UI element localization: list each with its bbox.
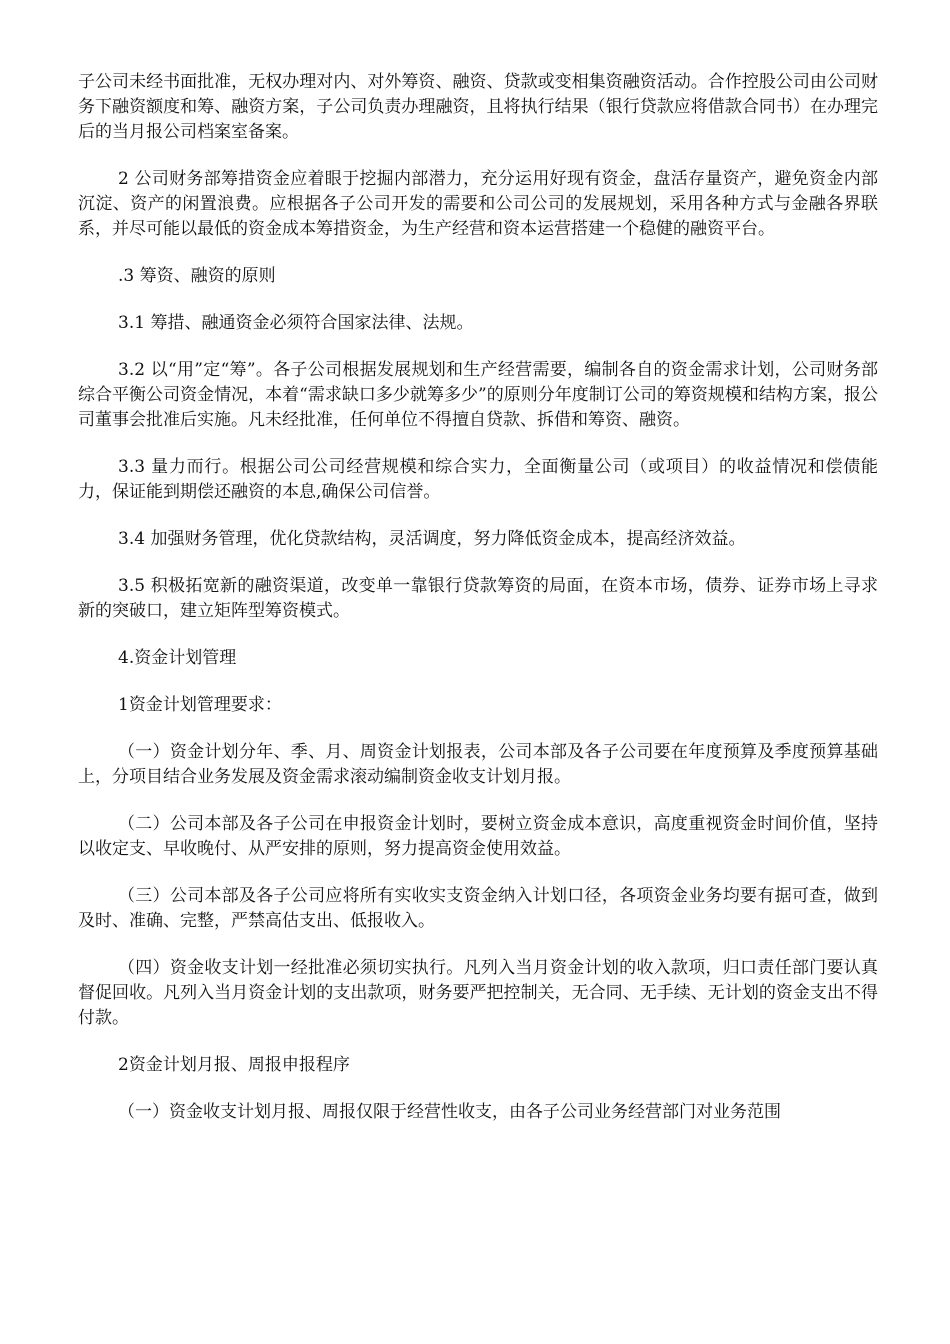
paragraph-principle-3-3: 3.3 量力而行。根据公司公司经营规模和综合实力，全面衡量公司（或项目）的收益情况和偿债能力，保证能到期偿还融资的本息,确保公司信誉。: [78, 457, 878, 502]
paragraph-requirement-2: （二）公司本部及各子公司在申报资金计划时，要树立资金成本意识，高度重视资金时间价值，坚持以收定支、早收晚付、从严安排的原则，努力提高资金使用效益。: [78, 814, 878, 859]
section-heading-financing-principles: .3 筹资、融资的原则: [118, 266, 276, 286]
paragraph-fund-raising-potential: 2 公司财务部筹措资金应着眼于挖掘内部潜力，充分运用好现有资金，盘活存量资产，避免资金内部沉淀、资产的闲置浪费。应根据各子公司开发的需要和公司公司的发展规划，采用各种方式与金融各界联系，并尽可能以最低的资金成本筹措资金，为生产经营和资本运营搭建一个稳健的融资平台。: [78, 169, 878, 239]
paragraph-requirement-3: （三）公司本部及各子公司应将所有实收实支资金纳入计划口径，各项资金业务均要有据可查，做到及时、准确、完整，严禁高估支出、低报收入。: [78, 886, 878, 931]
document-page: [78, 70, 878, 1147]
paragraph-principle-3-1: 3.1 筹措、融通资金必须符合国家法律、法规。: [118, 313, 474, 333]
paragraph-principle-3-4: 3.4 加强财务管理，优化贷款结构，灵活调度，努力降低资金成本，提高经济效益。: [118, 529, 746, 549]
subheading-fund-plan-requirements: 1资金计划管理要求：: [118, 695, 282, 715]
paragraph-requirement-1: （一）资金计划分年、季、月、周资金计划报表，公司本部及各子公司要在年度预算及季度预算基础上，分项目结合业务发展及资金需求滚动编制资金收支计划月报。: [78, 742, 878, 787]
paragraph-procedure-1: （一）资金收支计划月报、周报仅限于经营性收支，由各子公司业务经营部门对业务范围: [118, 1102, 781, 1122]
paragraph-principle-3-5: 3.5 积极拓宽新的融资渠道，改变单一靠银行贷款筹资的局面，在资本市场，债券、证券市场上寻求新的突破口，建立矩阵型筹资模式。: [78, 576, 878, 621]
paragraph-requirement-4: （四）资金收支计划一经批准必须切实执行。凡列入当月资金计划的收入款项，归口责任部门要认真督促回收。凡列入当月资金计划的支出款项，财务要严把控制关，无合同、无手续、无计划的资金支出不得付款。: [78, 958, 878, 1028]
subheading-report-procedure: 2资金计划月报、周报申报程序: [118, 1055, 350, 1075]
section-heading-fund-plan-management: 4.资金计划管理: [118, 648, 237, 668]
paragraph-financing-authorization: 子公司未经书面批准，无权办理对内、对外筹资、融资、贷款或变相集资融资活动。合作控股公司由公司财务下融资额度和筹、融资方案，子公司负责办理融资，且将执行结果（银行贷款应将借款合同书）在办理完后的当月报公司档案室备案。: [78, 72, 878, 142]
paragraph-principle-3-2: 3.2 以“用”定“筹”。各子公司根据发展规划和生产经营需要，编制各自的资金需求计划，公司财务部综合平衡公司资金情况，本着“需求缺口多少就筹多少”的原则分年度制订公司的筹资规模和结构方案，报公司董事会批准后实施。凡未经批准，任何单位不得擅自贷款、拆借和筹资、融资。: [78, 360, 878, 430]
